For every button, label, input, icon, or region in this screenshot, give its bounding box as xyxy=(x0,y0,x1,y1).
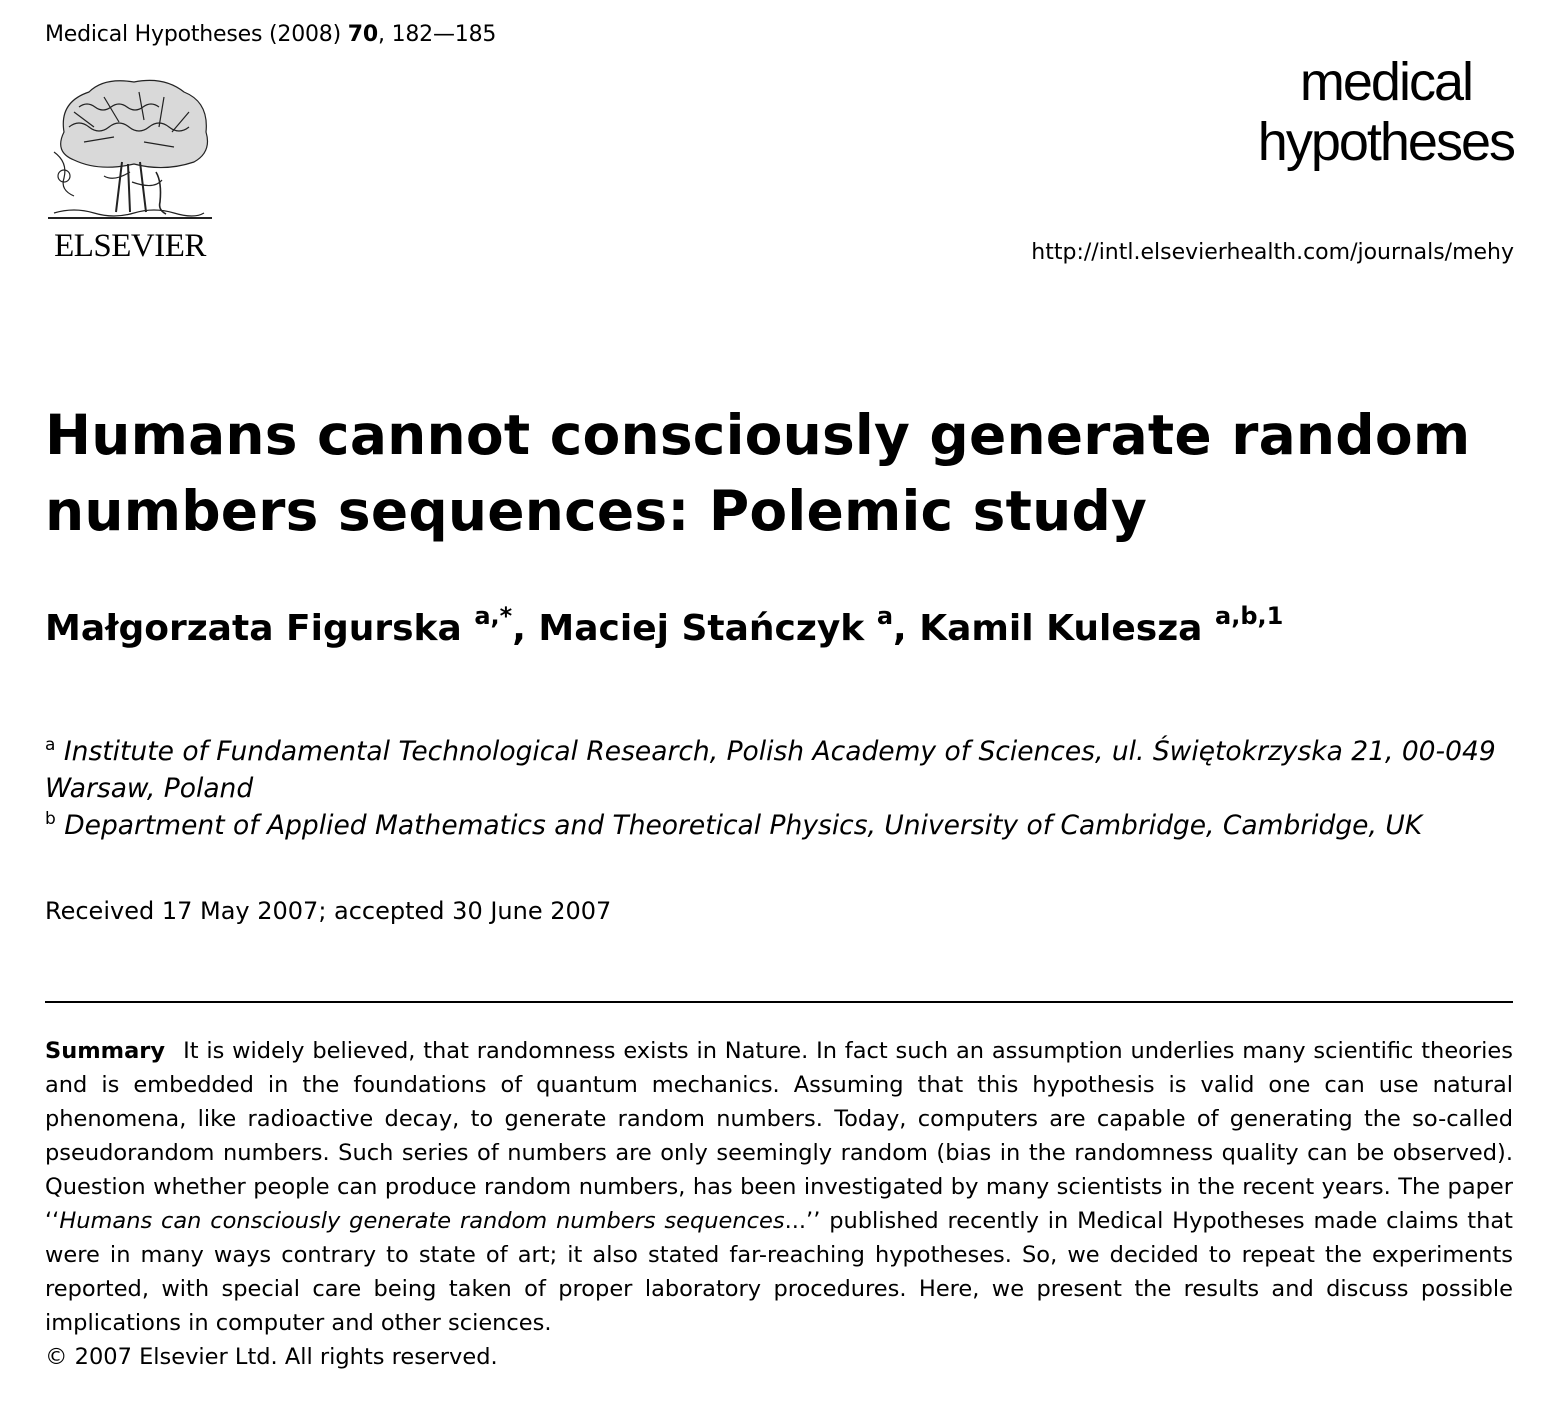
journal-brand-line1: medical xyxy=(1299,52,1472,112)
author-marks: a xyxy=(876,602,894,630)
journal-brand-line2: hypotheses xyxy=(1257,112,1514,172)
author-marks: a,* xyxy=(474,602,513,630)
affiliations xyxy=(45,733,1515,844)
summary-ellipsis: ... xyxy=(784,1208,807,1234)
copyright-notice: © 2007 Elsevier Ltd. All rights reserved. xyxy=(45,1344,498,1370)
affiliation-mark: b xyxy=(45,809,56,829)
summary-text-after: ’’ published recently in Medical Hypotheses made claims that were in many ways contrary to state of art; it also stated far-reaching hypotheses. So, we decided to repeat the experiments reported, with special care being taken of proper laboratory procedures. Here, we present the results and discuss possible implications in computer and other sciences. xyxy=(45,1208,1513,1336)
summary xyxy=(45,1034,1513,1374)
summary-text-before: It is widely believed, that randomness exists in Nature. In fact such an assumption underlies many scientific theories and is embedded in the foundations of quantum mechanics. Assuming that this hypothesis is valid one can use natural phenomena, like radioactive decay, to generate random numbers. Today, computers are capable of generating the so-called pseudorandom numbers. Such series of numbers are only seemingly random (bias in the randomness quality can be observed). Question whether people can produce random numbers, has been investigated by many scientists in the recent years. The paper ‘‘ xyxy=(45,1038,1513,1234)
citation-pages: , 182—185 xyxy=(378,22,497,47)
affiliation-text: Institute of Fundamental Technological Research, Polish Academy of Sciences, ul. Świętokrzyska 21, 00-049 Warsaw, Poland xyxy=(45,736,1496,804)
affiliation-item xyxy=(45,807,1515,844)
summary-label: Summary xyxy=(45,1038,166,1064)
citation-journal: Medical Hypotheses (2008) xyxy=(45,22,341,47)
citation-line xyxy=(45,22,496,47)
summary-quoted-title: Humans can consciously generate random numbers sequences xyxy=(59,1208,785,1234)
author-name: Małgorzata Figurska xyxy=(45,608,462,649)
elsevier-tree-icon xyxy=(44,72,216,224)
affiliation-text: Department of Applied Mathematics and Theoretical Physics, University of Cambridge, Cambridge, UK xyxy=(64,810,1423,841)
citation-volume: 70 xyxy=(347,22,378,47)
author-name: Maciej Stańczyk xyxy=(538,608,865,649)
author-name: Kamil Kulesza xyxy=(919,608,1203,649)
author-marks: a,b,1 xyxy=(1215,602,1284,630)
author-list: Małgorzata Figurska $^{a,*}$, Maciej Stańczyk $^a$, Kamil Kulesza $^{a,b,1}$ xyxy=(45,602,1284,649)
journal-brand xyxy=(1258,52,1514,172)
publisher-name: ELSEVIER xyxy=(54,228,206,264)
divider xyxy=(45,1001,1513,1003)
affiliation-item xyxy=(45,733,1515,807)
received-accepted-dates: Received 17 May 2007; accepted 30 June 2007 xyxy=(45,897,612,925)
journal-url[interactable]: http://intl.elsevierhealth.com/journals/mehy xyxy=(1031,240,1514,265)
affiliation-mark: a xyxy=(45,735,56,755)
article-title: Humans cannot consciously generate random numbers sequences: Polemic study xyxy=(45,403,1471,543)
summary-paragraph xyxy=(45,1034,1513,1340)
elsevier-logo xyxy=(44,72,216,267)
